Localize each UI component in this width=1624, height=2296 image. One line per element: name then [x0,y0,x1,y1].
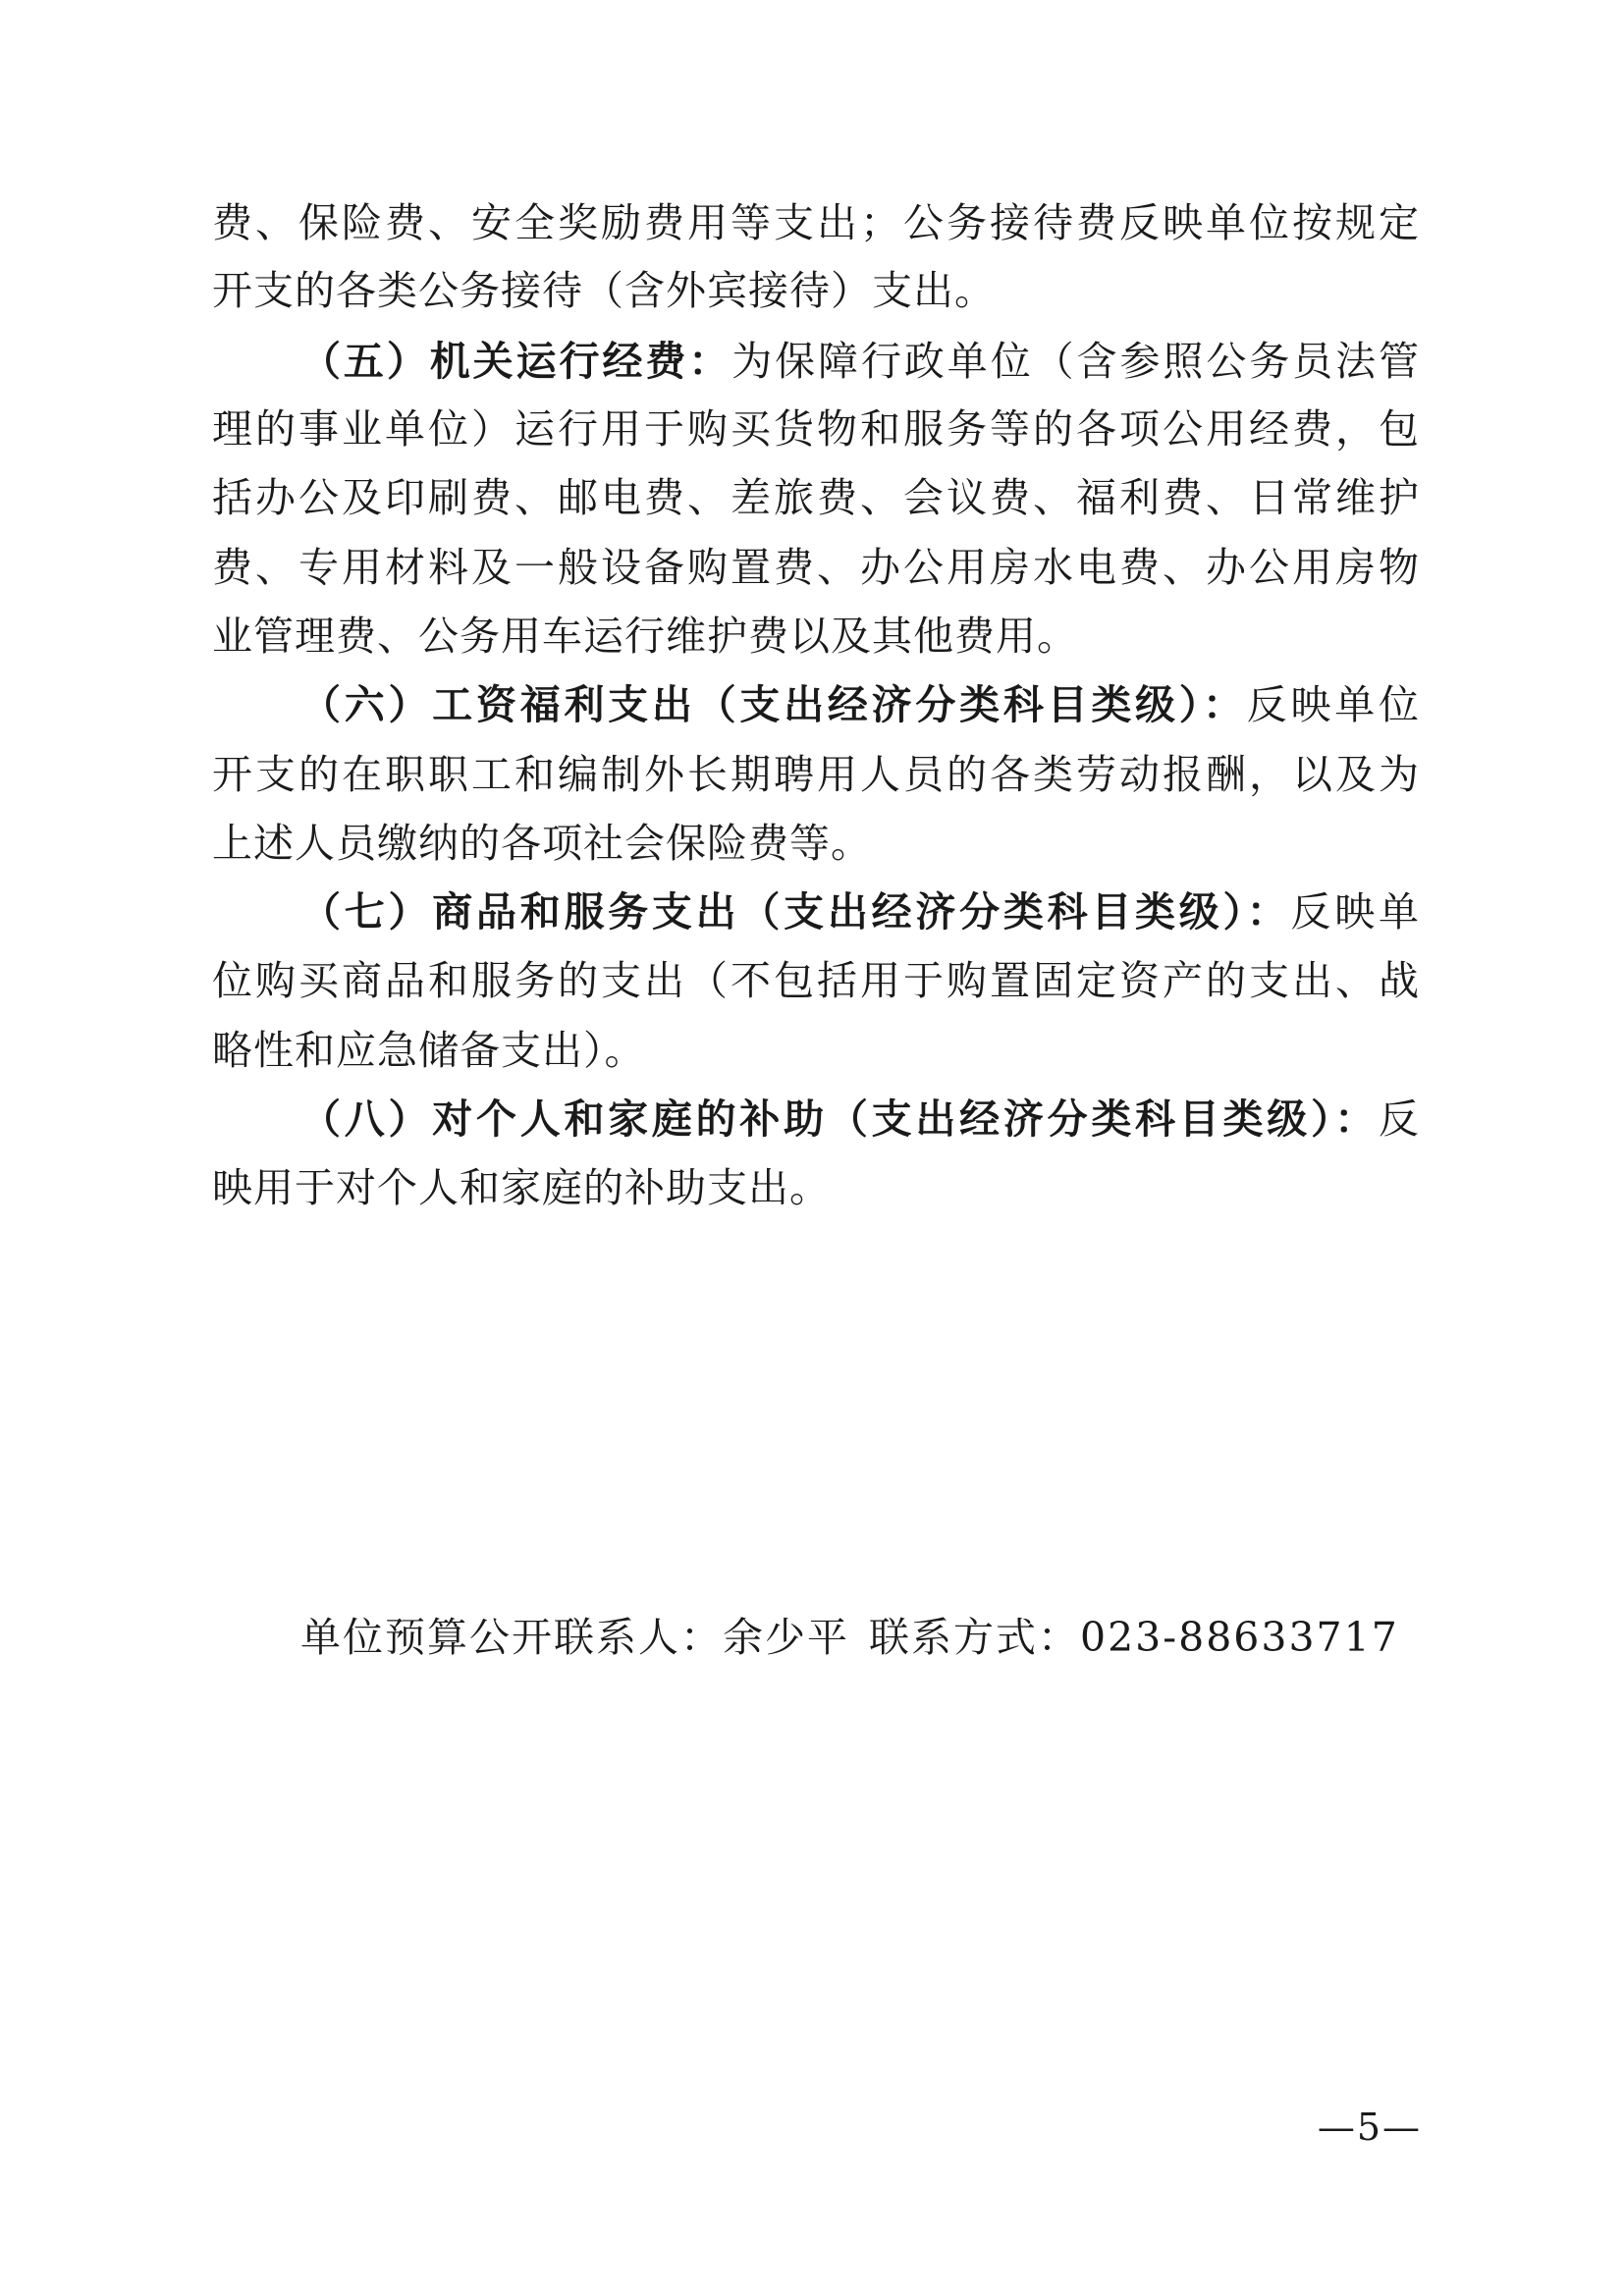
contact-person-label: 单位预算公开联系人： [300,1614,723,1661]
contact-person: 余少平 [723,1614,849,1661]
section-8-line-1 [300,1090,1420,1148]
section-5-heading: （五）机关运行经费： [300,338,732,385]
contact-phone-label: 联系方式： [869,1614,1080,1661]
section-7-text-1: 反映单 [1290,888,1420,935]
section-8-text-1: 反 [1379,1095,1420,1143]
intro-line-1: 费、保险费、安全奖励费用等支出；公务接待费反映单位按规定 [212,199,1420,246]
section-5-text-1: 为保障行政单位（含参照公务员法管 [731,338,1420,385]
section-5-line-1 [300,332,1420,391]
section-5-line-4: 费、专用材料及一般设备购置费、办公用房水电费、办公用房物 [212,544,1420,591]
section-5-line-3: 括办公及印刷费、邮电费、差旅费、会议费、福利费、日常维护 [212,474,1420,521]
contact-phone: 023-88633717 [1080,1614,1399,1661]
section-7-line-1 [300,882,1420,941]
section-7-line-2: 位购买商品和服务的支出（不包括用于购置固定资产的支出、战 [212,957,1420,1004]
section-6-line-3: 上述人员缴纳的各项社会保险费等。 [212,820,872,867]
section-7-line-3: 略性和应急储备支出）。 [212,1027,646,1074]
section-6-line-1 [300,675,1420,734]
section-6-heading: （六）工资福利支出（支出经济分类科目类级）： [300,681,1247,728]
section-8-line-2: 映用于对个人和家庭的补助支出。 [212,1164,831,1211]
section-6-line-2: 开支的在职职工和编制外长期聘用人员的各类劳动报酬，以及为 [212,751,1420,798]
contact-line [300,1608,1399,1667]
page-number: —5— [1317,2106,1422,2149]
section-8-heading: （八）对个人和家庭的补助（支出经济分类科目类级）： [300,1095,1379,1143]
section-5-line-2: 理的事业单位）运行用于购买货物和服务等的各项公用经费，包 [212,405,1420,453]
intro-line-2: 开支的各类公务接待（含外宾接待）支出。 [212,267,996,314]
section-6-text-1: 反映单位 [1246,681,1420,728]
section-5-line-5: 业管理费、公务用车运行维护费以及其他费用。 [212,613,1078,660]
section-7-heading: （七）商品和服务支出（支出经济分类科目类级）： [300,888,1291,935]
